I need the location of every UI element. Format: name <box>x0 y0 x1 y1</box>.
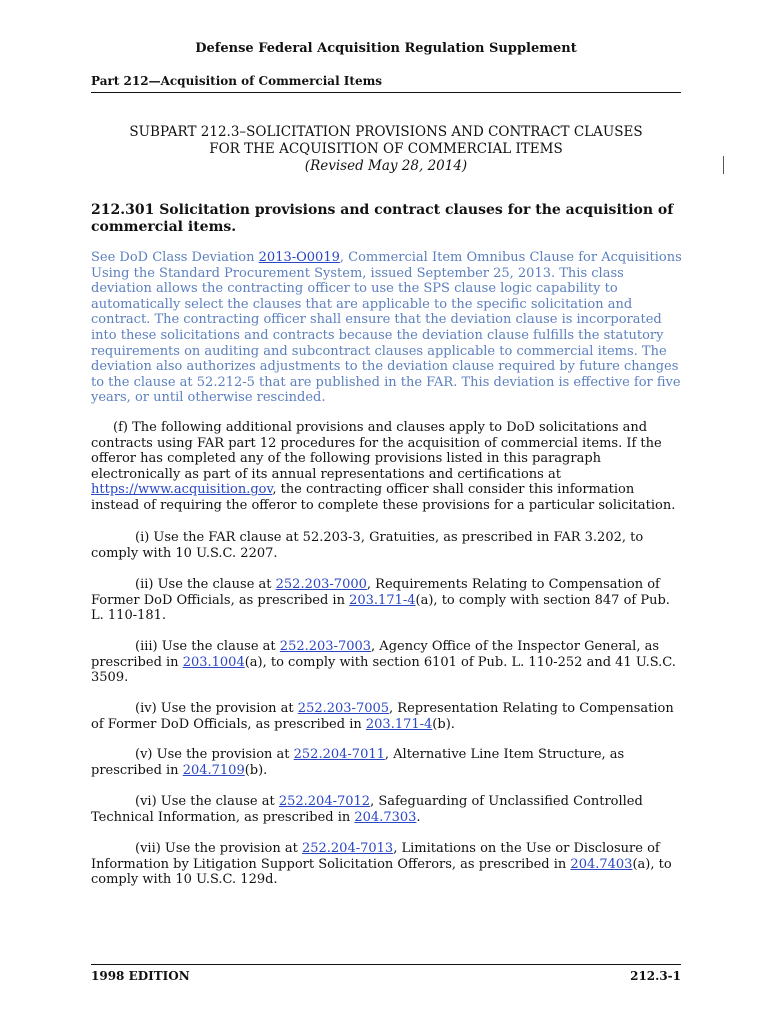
item-iv <box>91 701 681 732</box>
subpart-title-line-2: FOR THE ACQUISITION OF COMMERCIAL ITEMS <box>209 141 563 157</box>
revision-date: (Revised May 28, 2014) <box>304 158 468 174</box>
item-v-text-a: (v) Use the provision at <box>135 747 294 762</box>
item-vii-text-b: , Limitations on the Use or Disclosure of Information by Litigation Support Solicitation Offerors, as prescribed in <box>91 841 660 872</box>
item-iv-text-a: (iv) Use the provision at <box>135 701 298 716</box>
provision-link-252-204-7013[interactable]: 252.204-7013 <box>301 841 394 856</box>
paragraph-f <box>91 420 681 514</box>
part-title: Part 212—Acquisition of Commercial Items <box>91 74 681 93</box>
paragraph-f-text-1: (f) The following additional provisions and clauses apply to DoD solicitations and contracts using FAR part 12 procedures for the acquisition of commercial items. If the offeror has completed any of the following provisions listed in this paragraph electronically as part of its annual representations and certifications at <box>91 420 662 482</box>
item-v-text-b: , Alternative Line Item Structure, as prescribed in <box>91 747 625 778</box>
class-deviation-note <box>91 250 683 406</box>
item-iii-text-c: (a), to comply with section 6101 of Pub. L. 110-252 and 41 U.S.C. 3509. <box>91 654 676 686</box>
item-i: (i) Use the FAR clause at 52.203-3, Gratuities, as prescribed in FAR 3.202, to comply with 10 U.S.C. 2207. <box>91 530 644 561</box>
edition-label: 1998 EDITION <box>91 969 190 983</box>
subpart-title <box>91 124 681 175</box>
deviation-prefix: See DoD Class Deviation <box>91 250 259 265</box>
prescription-link-204-7303[interactable]: 204.7303 <box>354 809 417 825</box>
provision-link-252-204-7011[interactable]: 252.204-7011 <box>293 747 385 762</box>
item-vii-text-a: (vii) Use the provision at <box>135 841 302 856</box>
page-footer <box>91 964 681 983</box>
item-iv-text-c: (b). <box>432 716 455 732</box>
item-vii-text-c: (a), to comply with 10 U.S.C. 129d. <box>91 856 672 888</box>
section-heading: 212.301 Solicitation provisions and contract clauses for the acquisition of commercial items. <box>91 202 674 235</box>
prescription-link-203-1004[interactable]: 203.1004 <box>182 654 245 670</box>
item-vi-text-a: (vi) Use the clause at <box>135 794 279 809</box>
change-bar <box>723 156 724 174</box>
clause-link-252-203-7003[interactable]: 252.203-7003 <box>279 639 372 654</box>
subpart-title-line-1: SUBPART 212.3–SOLICITATION PROVISIONS AND CONTRACT CLAUSES <box>129 124 643 140</box>
item-vi-text-b: , Safeguarding of Unclassified Controlled Technical Information, as prescribed in <box>91 794 643 825</box>
item-ii-text-c: (a), to comply with section 847 of Pub. L. 110-181. <box>91 592 670 624</box>
clause-link-252-204-7012[interactable]: 252.204-7012 <box>278 794 371 809</box>
item-iii-text-b: , Agency Office of the Inspector General, as prescribed in <box>91 639 660 670</box>
item-v <box>91 747 681 778</box>
item-vi-text-c: . <box>416 809 421 825</box>
acquisition-gov-link[interactable]: https://www.acquisition.gov <box>91 482 273 498</box>
item-ii-text-b: , Requirements Relating to Compensation of Former DoD Officials, as prescribed in <box>91 577 660 608</box>
deviation-link[interactable]: 2013-O0019 <box>258 250 340 265</box>
page-number: 212.3-1 <box>630 969 681 983</box>
prescription-link-204-7109[interactable]: 204.7109 <box>182 762 245 778</box>
clause-link-252-203-7000[interactable]: 252.203-7000 <box>275 577 367 592</box>
prescription-link-204-7403[interactable]: 204.7403 <box>570 856 633 872</box>
item-v-text-c: (b). <box>244 762 268 778</box>
item-iii-text-a: (iii) Use the clause at <box>135 639 280 654</box>
item-ii <box>91 577 681 624</box>
item-vii <box>91 841 681 888</box>
paragraph-f-text-2: , the contracting officer shall consider this information instead of requiring the offeror to complete these provisions for a particular solicitation. <box>91 482 676 513</box>
running-head: Defense Federal Acquisition Regulation Supplement <box>195 41 577 56</box>
item-iv-text-b: , Representation Relating to Compensation of Former DoD Officials, as prescribed in <box>91 701 674 732</box>
prescription-link-203-171-4[interactable]: 203.171-4 <box>349 592 416 608</box>
item-iii <box>91 639 681 686</box>
item-vi <box>91 794 681 825</box>
deviation-text: , Commercial Item Omnibus Clause for Acquisitions Using the Standard Procurement System, issued September 25, 2013. This class deviation allows the contracting officer to use the SPS clause logic capability to automatically select the clauses that are applicable to the specific solicitation and contract. The contracting officer shall ensure that the deviation clause is incorporated into these solicitations and contracts because the deviation clause fulfills the statutory requirements on auditing and subcontract clauses applicable to commercial items. The deviation also authorizes adjustments to the deviation clause required by future changes to the clause at 52.212-5 that are published in the FAR. This deviation is effective for five years, or until otherwise rescinded. <box>91 250 682 406</box>
item-ii-text-a: (ii) Use the clause at <box>135 577 276 592</box>
provision-link-252-203-7005[interactable]: 252.203-7005 <box>297 701 390 716</box>
prescription-link-203-171-4-b[interactable]: 203.171-4 <box>365 716 433 732</box>
